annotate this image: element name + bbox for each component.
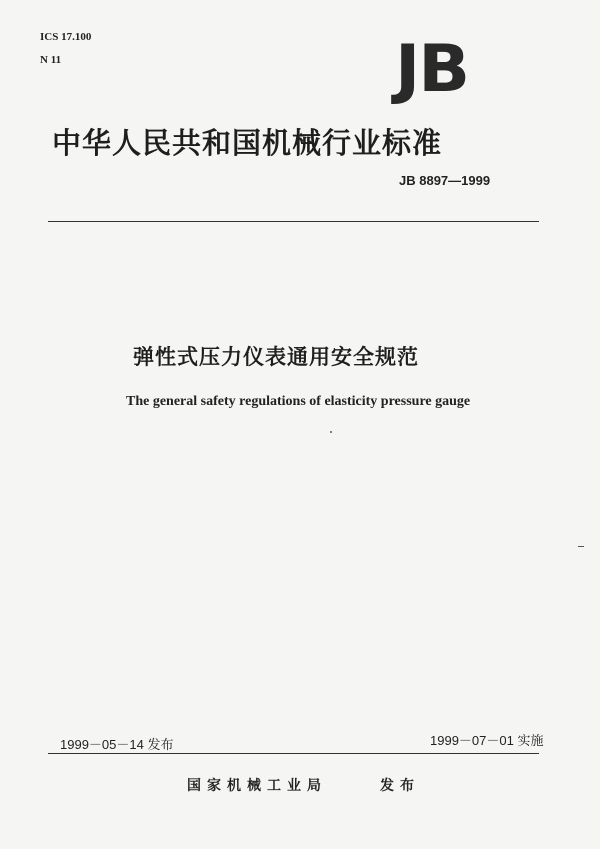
ccs-code: N 11 xyxy=(40,54,62,66)
header-divider xyxy=(48,221,539,222)
issue-date: 1999－05－14 发布 xyxy=(60,737,174,752)
publisher-name: 国家机械工业局 xyxy=(187,778,327,794)
footer-divider xyxy=(48,753,539,754)
standard-number: JB 8897—1999 xyxy=(399,173,491,188)
scan-speck xyxy=(330,431,332,433)
jb-logo: JB xyxy=(395,32,469,108)
document-title-en: The general safety regulations of elasticity pressure gauge xyxy=(126,394,471,409)
industry-standard-title: 中华人民共和国机械行业标准 xyxy=(52,126,443,160)
scan-speck xyxy=(578,546,584,547)
implementation-date: 1999－07－01 实施 xyxy=(430,733,544,748)
document-title-cn: 弹性式压力仪表通用安全规范 xyxy=(133,345,419,369)
ics-code: ICS 17.100 xyxy=(40,31,92,43)
publish-action: 发布 xyxy=(380,778,420,794)
